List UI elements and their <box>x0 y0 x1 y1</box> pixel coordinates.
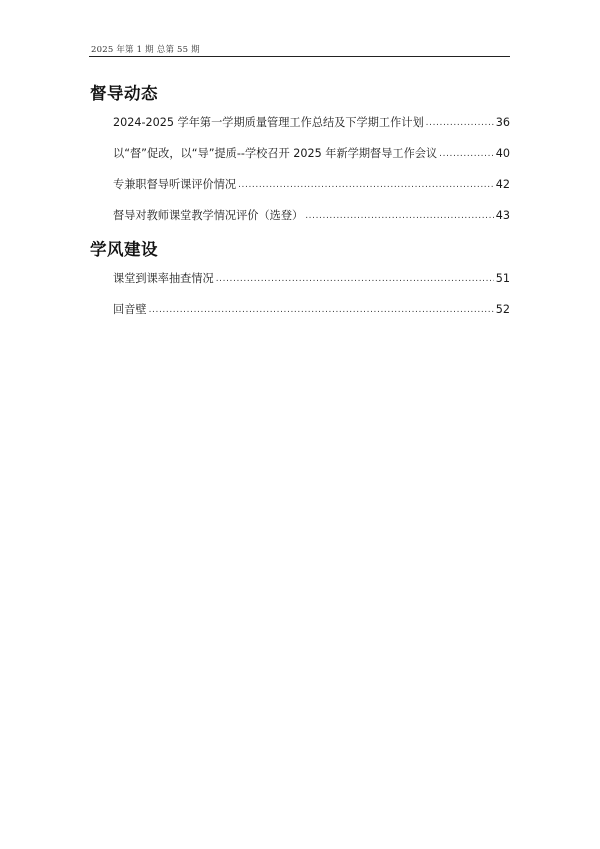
toc-dot-leader <box>305 211 494 221</box>
toc-entry-title: 课堂到课率抽查情况 <box>113 272 214 285</box>
toc-page-number: 40 <box>495 147 510 160</box>
toc-entry-title: 2024-2025 学年第一学期质量管理工作总结及下学期工作计划 <box>113 116 424 129</box>
toc-dot-leader <box>149 305 494 315</box>
toc-entry[interactable] <box>113 114 510 130</box>
toc-entry-title: 督导对教师课堂教学情况评价（选登） <box>113 209 304 222</box>
toc-page-number: 42 <box>495 178 510 191</box>
toc-entry-title: 专兼职督导听课评价情况 <box>113 178 237 191</box>
toc-entry-title: 回音壁 <box>113 303 147 316</box>
toc-page-number: 36 <box>495 116 510 129</box>
toc-dot-leader <box>439 149 494 159</box>
toc-entry[interactable] <box>113 176 510 192</box>
section-title: 督导动态 <box>90 84 158 103</box>
toc-dot-leader <box>216 274 494 284</box>
toc-dot-leader <box>238 180 494 190</box>
header-rule <box>89 56 510 57</box>
toc-dot-leader <box>426 118 494 128</box>
toc-entry[interactable] <box>113 270 510 286</box>
toc-page-number: 52 <box>495 303 510 316</box>
toc-entry[interactable] <box>113 207 510 223</box>
toc-entry[interactable] <box>113 145 510 161</box>
running-header: 2025 年第 1 期 总第 55 期 <box>91 45 200 55</box>
toc-entry-title: 以“督”促改，以“导”提质--学校召开 2025 年新学期督导工作会议 <box>113 147 438 160</box>
toc-entry[interactable] <box>113 301 510 317</box>
section-title: 学风建设 <box>90 240 158 259</box>
toc-page-number: 51 <box>495 272 510 285</box>
toc-page-number: 43 <box>495 209 510 222</box>
